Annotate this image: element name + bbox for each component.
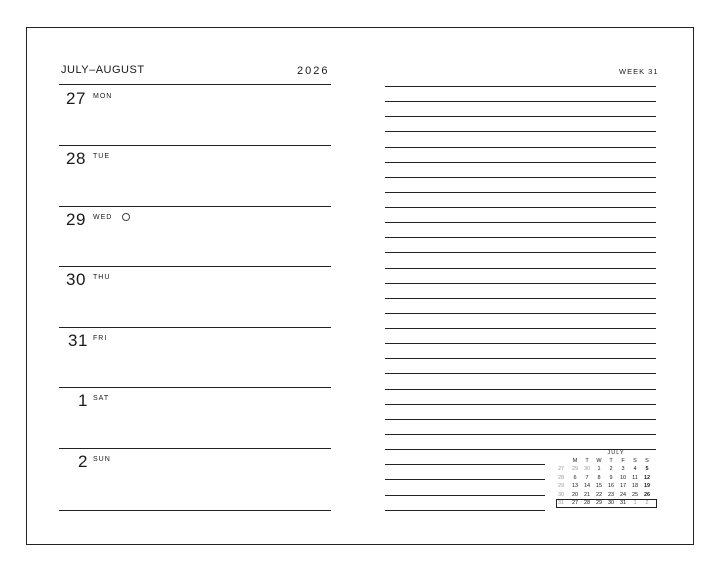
- note-line: [385, 147, 656, 148]
- note-line: [385, 237, 656, 238]
- day-number: 28: [66, 149, 86, 168]
- mini-calendar-day: 24: [619, 491, 627, 498]
- note-line: [385, 162, 656, 163]
- mini-calendar-day: 23: [607, 491, 615, 498]
- mini-calendar-weekday: S: [633, 458, 637, 464]
- mini-calendar-day: 2: [609, 466, 613, 472]
- mini-calendar-day: 6: [573, 474, 577, 481]
- day-name: FRI: [93, 335, 108, 342]
- note-line: [385, 328, 656, 329]
- mini-calendar-day: 29: [571, 466, 579, 472]
- mini-calendar-day: 28: [583, 500, 591, 506]
- mini-calendar-day: 2: [645, 500, 649, 506]
- mini-calendar-day: 11: [632, 474, 638, 481]
- mini-calendar-day: 16: [607, 483, 615, 489]
- note-line: [385, 434, 656, 435]
- note-line: [385, 343, 656, 344]
- mini-calendar-day: 21: [583, 491, 591, 498]
- mini-calendar-day: 7: [585, 474, 589, 481]
- mini-calendar-day: 14: [583, 483, 591, 489]
- mini-calendar-day: 19: [643, 483, 651, 489]
- mini-calendar-day: 27: [571, 500, 579, 506]
- day-name: WED: [93, 214, 113, 221]
- note-line: [385, 479, 545, 480]
- note-line: [385, 373, 656, 374]
- note-line: [385, 358, 656, 359]
- mini-calendar-day: 31: [619, 500, 627, 506]
- note-line: [385, 131, 656, 132]
- note-line: [385, 313, 656, 314]
- mini-calendar-week-number: 29: [557, 483, 565, 489]
- mini-calendar-day: 3: [621, 466, 625, 472]
- mini-calendar-day: 30: [607, 500, 615, 506]
- day-rule: [59, 206, 331, 207]
- mini-calendar-day: 13: [571, 483, 579, 489]
- year-label: 2026: [297, 65, 330, 77]
- day-rule: [59, 387, 331, 388]
- mini-calendar-day: 5: [645, 466, 649, 472]
- current-week-highlight: [556, 499, 657, 508]
- note-line: [385, 177, 656, 178]
- day-name: SUN: [93, 456, 111, 463]
- day-number: 1: [78, 391, 88, 410]
- day-rule: [59, 327, 331, 328]
- note-line: [385, 252, 656, 253]
- month-range-title: JULY–AUGUST: [61, 64, 145, 76]
- mini-calendar-week-number: 30: [557, 491, 565, 498]
- mini-calendar-day: 1: [597, 466, 601, 472]
- day-rule: [59, 448, 331, 449]
- week-number: WEEK 31: [619, 67, 659, 76]
- mini-calendar: [556, 449, 660, 513]
- note-line: [385, 101, 656, 102]
- day-rule: [59, 266, 331, 267]
- mini-calendar-day: 4: [633, 466, 637, 472]
- mini-calendar-weekday: F: [621, 458, 625, 464]
- mini-calendar-day: 9: [609, 474, 613, 481]
- mini-calendar-day: 12: [643, 474, 651, 481]
- day-rule: [59, 510, 331, 511]
- mini-calendar-week-number: 27: [557, 466, 565, 472]
- mini-calendar-weekday: T: [585, 458, 589, 464]
- day-name: THU: [93, 274, 111, 281]
- header-rule: [59, 84, 331, 85]
- note-line: [385, 404, 656, 405]
- mini-calendar-weekday: M: [572, 458, 578, 464]
- mini-calendar-day: 18: [631, 483, 639, 489]
- mini-calendar-weekday: W: [596, 458, 602, 464]
- day-number: 29: [66, 210, 86, 229]
- day-name: MON: [93, 93, 113, 100]
- note-line: [385, 298, 656, 299]
- mini-calendar-day: 17: [619, 483, 627, 489]
- note-line: [385, 389, 656, 390]
- mini-calendar-day: 25: [631, 491, 639, 498]
- mini-calendar-day: 30: [583, 466, 591, 472]
- note-line: [385, 510, 545, 511]
- mini-calendar-weekday: T: [609, 458, 613, 464]
- note-line: [385, 116, 656, 117]
- mini-calendar-day: 10: [619, 474, 627, 481]
- mini-calendar-day: 8: [597, 474, 601, 481]
- note-line: [385, 495, 545, 496]
- note-line: [385, 207, 656, 208]
- day-name: TUE: [93, 153, 110, 160]
- day-number: 2: [78, 452, 88, 471]
- mini-calendar-day: 15: [595, 483, 603, 489]
- mini-calendar-week-number: 31: [557, 500, 565, 506]
- mini-calendar-day: 29: [595, 500, 603, 506]
- note-line: [385, 283, 656, 284]
- mini-calendar-day: 20: [571, 491, 579, 498]
- moon-phase-icon: [122, 213, 130, 221]
- day-number: 27: [66, 89, 86, 108]
- note-line: [385, 222, 656, 223]
- note-line: [385, 419, 656, 420]
- mini-calendar-title: JULY: [607, 450, 625, 456]
- day-name: SAT: [93, 395, 110, 402]
- day-rule: [59, 145, 331, 146]
- note-line: [385, 86, 656, 87]
- mini-calendar-day: 26: [643, 491, 651, 498]
- day-number: 31: [68, 331, 88, 350]
- mini-calendar-weekday: S: [645, 458, 649, 464]
- mini-calendar-day: 1: [633, 500, 637, 506]
- note-line: [385, 464, 545, 465]
- note-line: [385, 192, 656, 193]
- note-line: [385, 268, 656, 269]
- mini-calendar-week-number: 28: [557, 474, 565, 481]
- day-number: 30: [66, 270, 86, 289]
- mini-calendar-day: 22: [595, 491, 603, 498]
